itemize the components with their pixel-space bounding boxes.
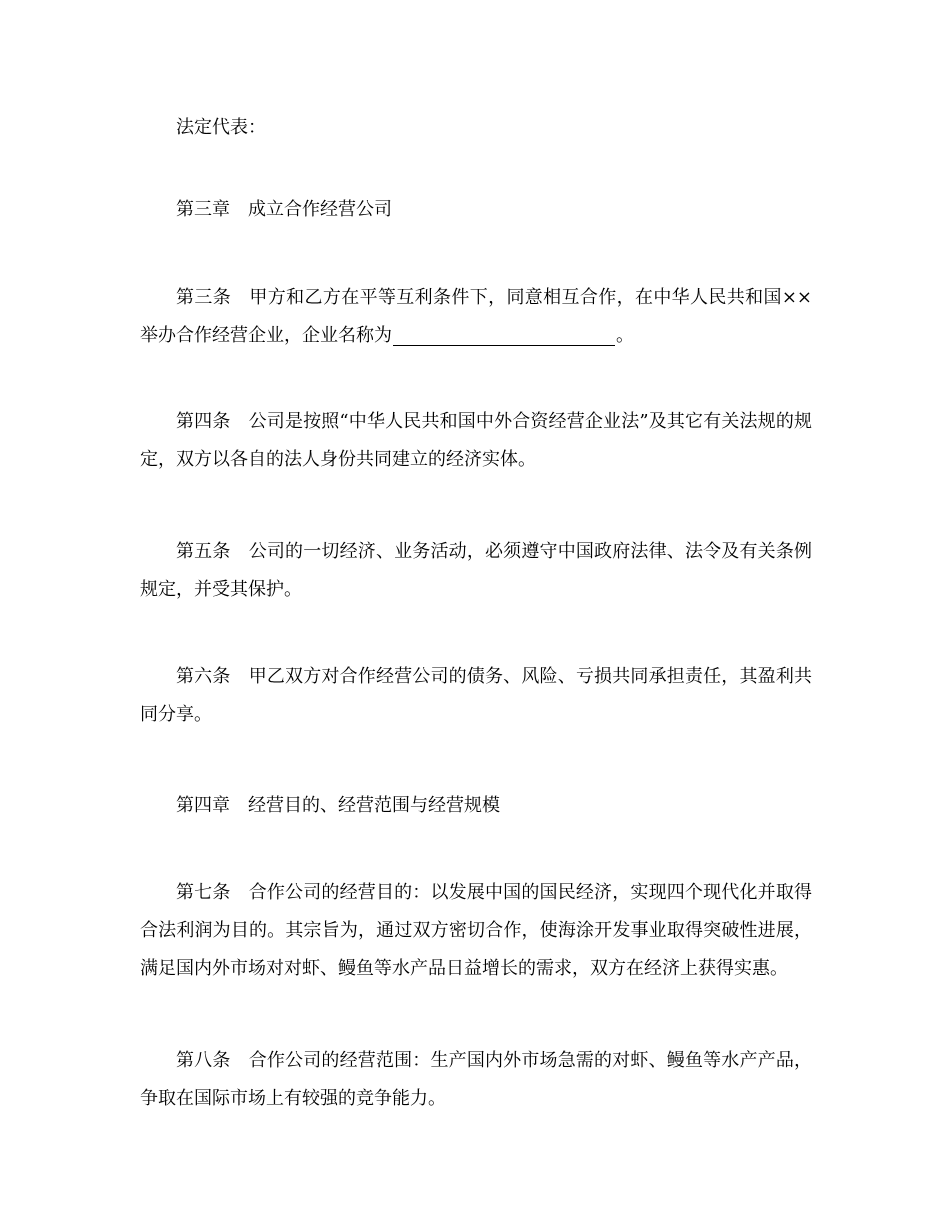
article-3 — [140, 279, 812, 355]
article-3-text: 第三条 甲方和乙方在平等互利条件下，同意相互合作，在中华人民共和国××举办合作经营企业，企业名称为 — [140, 287, 812, 346]
article-8: 第八条 合作公司的经营范围：生产国内外市场急需的对虾、鳗鱼等水产产品，争取在国际市场上有较强的竞争能力。 — [140, 1050, 812, 1109]
chapter-4-heading: 第四章 经营目的、经营范围与经营规模 — [176, 795, 500, 816]
article-5: 第五条 公司的一切经济、业务活动，必须遵守中国政府法律、法令及有关条例规定，并受其保护。 — [140, 541, 812, 600]
article-3-end: 。 — [616, 325, 634, 346]
legal-representative-line: 法定代表： — [176, 117, 266, 138]
article-4: 第四条 公司是按照“中华人民共和国中外合资经营企业法”及其它有关法规的规定，双方以各自的法人身份共同建立的经济实体。 — [140, 411, 812, 470]
article-6: 第六条 甲乙双方对合作经营公司的债务、风险、亏损共同承担责任，其盈利共同分享。 — [140, 666, 812, 725]
company-name-blank — [393, 325, 615, 346]
chapter-3-heading: 第三章 成立合作经营公司 — [176, 199, 392, 220]
article-7: 第七条 合作公司的经营目的：以发展中国的国民经济，实现四个现代化并取得合法利润为目的。其宗旨为，通过双方密切合作，使海涂开发事业取得突破性进展，满足国内外市场对对虾、鳗鱼等水产品日益增长的需求，双方在经济上获得实惠。 — [140, 882, 812, 979]
